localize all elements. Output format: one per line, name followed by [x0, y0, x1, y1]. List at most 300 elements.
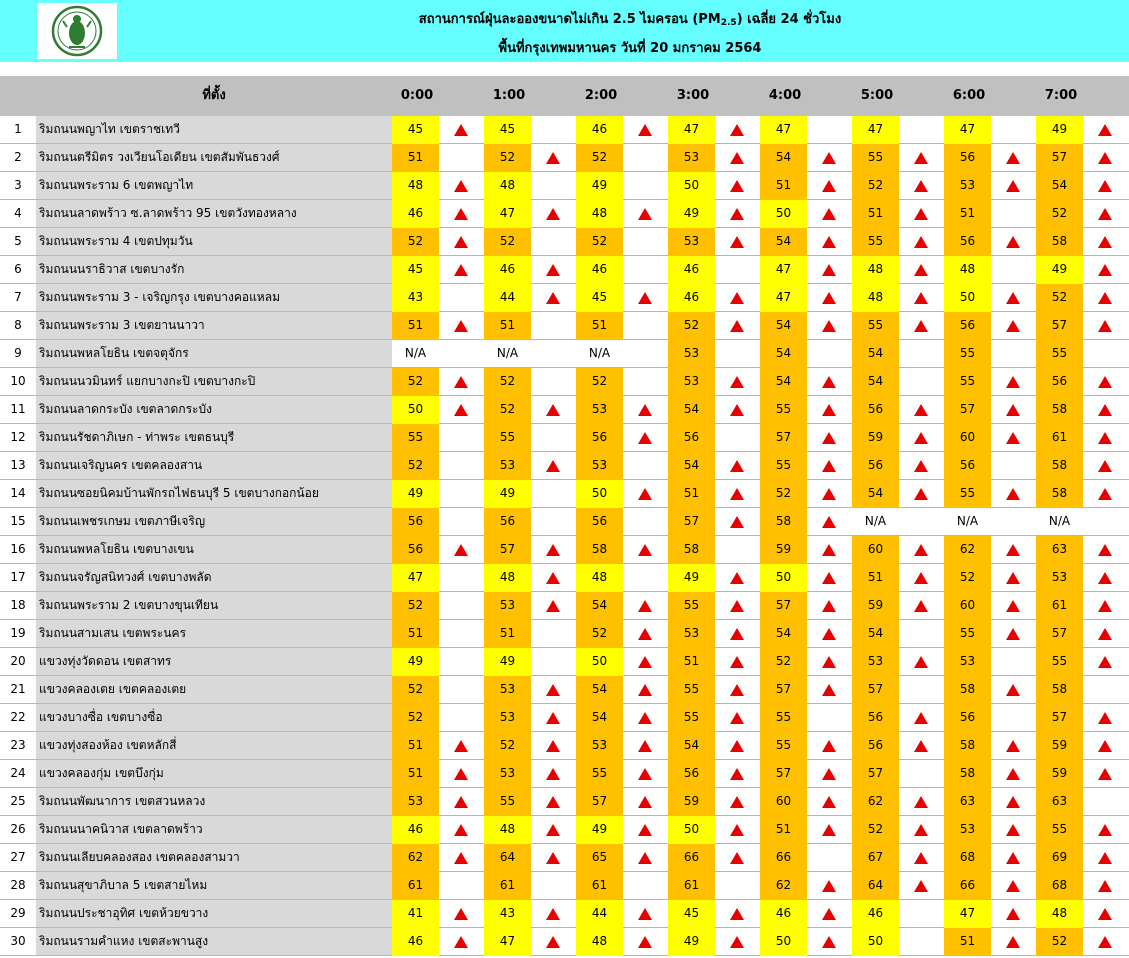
pm25-value-cell: 46	[576, 256, 623, 284]
pm25-value-cell: 54	[576, 676, 623, 704]
table-row	[0, 732, 1129, 760]
rising-arrow-icon	[638, 796, 652, 808]
rising-arrow-icon	[454, 376, 468, 388]
rising-arrow-icon	[822, 488, 836, 500]
pm25-value-cell: 59	[668, 788, 715, 816]
row-number: 21	[10, 682, 26, 696]
rising-arrow-icon	[822, 600, 836, 612]
location-cell: ริมถนนเพชรเกษม เขตภาษีเจริญ	[36, 508, 392, 535]
row-number: 15	[10, 514, 26, 528]
pm25-value-cell: 54	[760, 620, 807, 648]
rising-arrow-icon	[1098, 152, 1112, 164]
row-number: 26	[10, 822, 26, 836]
rising-arrow-icon	[1006, 824, 1020, 836]
rising-arrow-icon	[546, 152, 560, 164]
pm25-value-cell: 62	[944, 536, 991, 564]
pm25-value-cell: 58	[1036, 452, 1083, 480]
pm25-value-cell: 55	[760, 704, 807, 732]
pm25-value-cell: 57	[668, 508, 715, 536]
pm25-value-cell: 55	[576, 760, 623, 788]
rising-arrow-icon	[546, 544, 560, 556]
location-cell: ริมถนนลาดพร้าว ซ.ลาดพร้าว 95 เขตวังทองหลาง	[36, 200, 392, 227]
location-cell: ริมถนนตรีมิตร วงเวียนโอเดียน เขตสัมพันธวงศ์	[36, 144, 392, 171]
pm25-value-cell: 44	[576, 900, 623, 928]
rising-arrow-icon	[1006, 432, 1020, 444]
table-row	[0, 872, 1129, 900]
rising-arrow-icon	[454, 236, 468, 248]
pm25-value-cell: 64	[484, 844, 531, 872]
location-cell: แขวงคลองเตย เขตคลองเตย	[36, 676, 392, 703]
rising-arrow-icon	[454, 264, 468, 276]
pm25-value-cell: 57	[944, 396, 991, 424]
pm25-value-cell: 54	[852, 340, 899, 368]
pm25-value-cell: 48	[852, 284, 899, 312]
rising-arrow-icon	[1098, 292, 1112, 304]
location-cell: ริมถนนพระราม 6 เขตพญาไท	[36, 172, 392, 199]
row-number: 7	[14, 290, 22, 304]
pm25-value-cell: N/A	[864, 514, 887, 528]
table-row	[0, 900, 1129, 928]
row-number: 28	[10, 878, 26, 892]
pm25-value-cell: 55	[1036, 648, 1083, 676]
rising-arrow-icon	[822, 516, 836, 528]
row-number: 27	[10, 850, 26, 864]
rising-arrow-icon	[454, 936, 468, 948]
rising-arrow-icon	[914, 152, 928, 164]
pm25-value-cell: 58	[944, 676, 991, 704]
bangkok-seal-icon	[51, 5, 103, 57]
pm25-value-cell: 49	[1036, 116, 1083, 144]
pm25-value-cell: 45	[484, 116, 531, 144]
rising-arrow-icon	[914, 460, 928, 472]
pm25-value-cell: 47	[484, 200, 531, 228]
pm25-value-cell: 57	[760, 592, 807, 620]
pm25-value-cell: 50	[760, 200, 807, 228]
pm25-value-cell: 51	[576, 312, 623, 340]
pm25-value-cell: 46	[484, 256, 531, 284]
rising-arrow-icon	[822, 264, 836, 276]
rising-arrow-icon	[546, 768, 560, 780]
pm25-value-cell: 54	[760, 340, 807, 368]
page-title: สถานการณ์ฝุ่นละอองขนาดไม่เกิน 2.5 ไมครอน $(PM_{2.5})$ เฉลี่ย 24 ชั่วโมง	[418, 12, 842, 28]
location-cell: ริมถนนนาคนิวาส เขตลาดพร้าว	[36, 816, 392, 843]
table-row	[0, 760, 1129, 788]
rising-arrow-icon	[1006, 908, 1020, 920]
pm25-value-cell: 58	[1036, 228, 1083, 256]
pm25-value-cell: N/A	[588, 346, 611, 360]
location-cell: ริมถนนพญาไท เขตราชเทวี	[36, 116, 392, 143]
logo	[37, 3, 117, 59]
pm25-value-cell: 58	[668, 536, 715, 564]
table-row	[0, 592, 1129, 620]
rising-arrow-icon	[454, 124, 468, 136]
pm25-value-cell: 57	[576, 788, 623, 816]
rising-arrow-icon	[914, 600, 928, 612]
pm25-value-cell: 53	[576, 732, 623, 760]
pm25-value-cell: 50	[668, 816, 715, 844]
page-subtitle: พื้นที่กรุงเทพมหานคร วันที่ 20 มกราคม 2564	[498, 41, 762, 56]
pm25-value-cell: 55	[944, 368, 991, 396]
row-number: 5	[14, 234, 22, 248]
pm25-value-cell: 48	[484, 172, 531, 200]
row-number: 2	[14, 150, 22, 164]
rising-arrow-icon	[1098, 600, 1112, 612]
pm25-value-cell: 54	[760, 368, 807, 396]
location-cell: ริมถนนจรัญสนิทวงศ์ เขตบางพลัด	[36, 564, 392, 591]
row-number: 1	[14, 122, 22, 136]
rising-arrow-icon	[1098, 488, 1112, 500]
location-cell: ริมถนนรามคำแหง เขตสะพานสูง	[36, 928, 392, 955]
location-cell: ริมถนนสุขาภิบาล 5 เขตสายไหม	[36, 872, 392, 899]
pm25-value-cell: 53	[668, 340, 715, 368]
pm25-value-cell: 56	[668, 424, 715, 452]
pm25-value-cell: 53	[668, 228, 715, 256]
rising-arrow-icon	[1006, 740, 1020, 752]
location-cell: ริมถนนพัฒนาการ เขตสวนหลวง	[36, 788, 392, 815]
pm25-value-cell: 50	[576, 480, 623, 508]
rising-arrow-icon	[546, 908, 560, 920]
pm25-value-cell: 51	[392, 620, 439, 648]
rising-arrow-icon	[638, 432, 652, 444]
pm25-value-cell: 56	[392, 508, 439, 536]
pm25-value-cell: 53	[576, 396, 623, 424]
pm25-value-cell: 56	[944, 312, 991, 340]
rising-arrow-icon	[454, 208, 468, 220]
rising-arrow-icon	[546, 460, 560, 472]
rising-arrow-icon	[914, 264, 928, 276]
pm25-value-cell: 46	[392, 928, 439, 956]
rising-arrow-icon	[822, 628, 836, 640]
location-cell: ริมถนนพระราม 4 เขตปทุมวัน	[36, 228, 392, 255]
rising-arrow-icon	[638, 656, 652, 668]
pm25-value-cell: 61	[668, 872, 715, 900]
rising-arrow-icon	[1006, 796, 1020, 808]
pm25-value-cell: 52	[668, 312, 715, 340]
table-row	[0, 116, 1129, 144]
rising-arrow-icon	[454, 740, 468, 752]
pm25-value-cell: N/A	[404, 346, 427, 360]
rising-arrow-icon	[638, 768, 652, 780]
pm25-value-cell: 54	[668, 732, 715, 760]
row-number: 29	[10, 906, 26, 920]
pm25-value-cell: 52	[392, 676, 439, 704]
rising-arrow-icon	[546, 208, 560, 220]
pm25-value-cell: 55	[944, 480, 991, 508]
time-header: 6:00	[952, 88, 986, 103]
pm25-value-cell: 65	[576, 844, 623, 872]
pm25-value-cell: 50	[576, 648, 623, 676]
location-cell: แขวงทุ่งวัดดอน เขตสาทร	[36, 648, 392, 675]
rising-arrow-icon	[1006, 320, 1020, 332]
rising-arrow-icon	[1006, 236, 1020, 248]
rising-arrow-icon	[638, 488, 652, 500]
rising-arrow-icon	[638, 684, 652, 696]
pm25-value-cell: 57	[1036, 620, 1083, 648]
pm25-value-cell: 55	[668, 704, 715, 732]
pm25-value-cell: 53	[668, 368, 715, 396]
pm25-value-cell: 58	[576, 536, 623, 564]
location-cell: ริมถนนรัชดาภิเษก - ท่าพระ เขตธนบุรี	[36, 424, 392, 451]
rising-arrow-icon	[730, 852, 744, 864]
pm25-value-cell: 59	[760, 536, 807, 564]
rising-arrow-icon	[822, 460, 836, 472]
location-cell: ริมถนนเจริญนคร เขตคลองสาน	[36, 452, 392, 479]
rising-arrow-icon	[1006, 768, 1020, 780]
pm25-value-cell: 56	[392, 536, 439, 564]
pm25-value-cell: 51	[668, 480, 715, 508]
rising-arrow-icon	[730, 320, 744, 332]
pm25-value-cell: 54	[760, 228, 807, 256]
pm25-value-cell: 48	[576, 564, 623, 592]
pm25-value-cell: 48	[852, 256, 899, 284]
table-row	[0, 536, 1129, 564]
rising-arrow-icon	[1006, 936, 1020, 948]
rising-arrow-icon	[1006, 572, 1020, 584]
time-header: 5:00	[860, 88, 894, 103]
rising-arrow-icon	[546, 936, 560, 948]
pm25-value-cell: 52	[576, 368, 623, 396]
rising-arrow-icon	[1098, 180, 1112, 192]
rising-arrow-icon	[638, 628, 652, 640]
rising-arrow-icon	[638, 824, 652, 836]
rising-arrow-icon	[914, 712, 928, 724]
rising-arrow-icon	[730, 712, 744, 724]
rising-arrow-icon	[822, 432, 836, 444]
row-number: 12	[10, 430, 26, 444]
rising-arrow-icon	[638, 936, 652, 948]
rising-arrow-icon	[914, 292, 928, 304]
location-cell: ริมถนนสามเสน เขตพระนคร	[36, 620, 392, 647]
pm25-value-cell: 43	[484, 900, 531, 928]
rising-arrow-icon	[914, 740, 928, 752]
rising-arrow-icon	[1098, 460, 1112, 472]
table-row	[0, 480, 1129, 508]
rising-arrow-icon	[730, 908, 744, 920]
rising-arrow-icon	[822, 880, 836, 892]
pm25-value-cell: 55	[668, 592, 715, 620]
rising-arrow-icon	[1098, 572, 1112, 584]
pm25-value-cell: 48	[484, 816, 531, 844]
pm25-value-cell: N/A	[956, 514, 979, 528]
pm25-value-cell: 58	[1036, 676, 1083, 704]
rising-arrow-icon	[1006, 880, 1020, 892]
pm25-value-cell: 57	[852, 676, 899, 704]
rising-arrow-icon	[730, 516, 744, 528]
rising-arrow-icon	[1006, 852, 1020, 864]
table-row	[0, 424, 1129, 452]
pm25-value-cell: 47	[392, 564, 439, 592]
rising-arrow-icon	[1098, 432, 1112, 444]
table-row	[0, 452, 1129, 480]
pm25-value-cell: 56	[1036, 368, 1083, 396]
rising-arrow-icon	[822, 936, 836, 948]
rising-arrow-icon	[1098, 124, 1112, 136]
rising-arrow-icon	[822, 908, 836, 920]
rising-arrow-icon	[546, 740, 560, 752]
pm25-value-cell: 54	[760, 144, 807, 172]
rising-arrow-icon	[822, 572, 836, 584]
rising-arrow-icon	[822, 180, 836, 192]
rising-arrow-icon	[1006, 376, 1020, 388]
table-header	[0, 76, 1129, 116]
rising-arrow-icon	[1098, 628, 1112, 640]
row-number: 3	[14, 178, 22, 192]
pm25-value-cell: 45	[392, 116, 439, 144]
rising-arrow-icon	[1098, 544, 1112, 556]
rising-arrow-icon	[822, 236, 836, 248]
row-number: 22	[10, 710, 26, 724]
pm25-value-cell: 58	[760, 508, 807, 536]
rising-arrow-icon	[914, 432, 928, 444]
pm25-value-cell: 45	[668, 900, 715, 928]
pm25-value-cell: 47	[852, 116, 899, 144]
pm25-value-cell: 44	[484, 284, 531, 312]
pm25-value-cell: 69	[1036, 844, 1083, 872]
pm25-value-cell: 51	[944, 928, 991, 956]
pm25-value-cell: 63	[1036, 536, 1083, 564]
rising-arrow-icon	[914, 656, 928, 668]
rising-arrow-icon	[1006, 404, 1020, 416]
rising-arrow-icon	[1006, 600, 1020, 612]
pm25-value-cell: 56	[852, 452, 899, 480]
pm25-value-cell: 62	[760, 872, 807, 900]
pm25-value-cell: 52	[484, 368, 531, 396]
location-cell: ริมถนนซอยนิคมบ้านพักรถไฟธนบุรี 5 เขตบางกอกน้อย	[36, 480, 392, 507]
pm25-value-cell: 61	[576, 872, 623, 900]
pm25-value-cell: 52	[576, 620, 623, 648]
pm25-value-cell: 48	[484, 564, 531, 592]
rising-arrow-icon	[1098, 852, 1112, 864]
rising-arrow-icon	[822, 320, 836, 332]
rising-arrow-icon	[914, 544, 928, 556]
rising-arrow-icon	[730, 740, 744, 752]
table-row	[0, 228, 1129, 256]
pm25-value-cell: 51	[392, 732, 439, 760]
pm25-value-cell: 57	[760, 760, 807, 788]
pm25-value-cell: 60	[760, 788, 807, 816]
rising-arrow-icon	[914, 572, 928, 584]
rising-arrow-icon	[454, 544, 468, 556]
pm25-value-cell: 46	[392, 200, 439, 228]
row-number: 4	[14, 206, 22, 220]
pm25-value-cell: 56	[576, 508, 623, 536]
location-cell: ริมถนนพหลโยธิน เขตบางเขน	[36, 536, 392, 563]
pm25-value-cell: 55	[852, 312, 899, 340]
rising-arrow-icon	[914, 208, 928, 220]
row-number: 20	[10, 654, 26, 668]
pm25-value-cell: 50	[668, 172, 715, 200]
table-row	[0, 368, 1129, 396]
pm25-value-cell: 58	[1036, 480, 1083, 508]
rising-arrow-icon	[822, 796, 836, 808]
pm25-value-cell: 56	[852, 732, 899, 760]
pm25-value-cell: 46	[668, 284, 715, 312]
rising-arrow-icon	[638, 600, 652, 612]
row-number: 19	[10, 626, 26, 640]
pm25-value-cell: 55	[760, 396, 807, 424]
pm25-value-cell: 47	[760, 116, 807, 144]
rising-arrow-icon	[822, 656, 836, 668]
rising-arrow-icon	[1098, 824, 1112, 836]
pm25-value-cell: 47	[668, 116, 715, 144]
pm25-value-cell: 48	[576, 928, 623, 956]
pm25-value-cell: 63	[1036, 788, 1083, 816]
rising-arrow-icon	[730, 460, 744, 472]
pm25-value-cell: 53	[944, 172, 991, 200]
pm25-value-cell: 54	[852, 368, 899, 396]
location-cell: ริมถนนพหลโยธิน เขตจตุจักร	[36, 340, 392, 367]
pm25-value-cell: 53	[944, 816, 991, 844]
pm25-value-cell: N/A	[496, 346, 519, 360]
pm25-value-cell: 56	[944, 452, 991, 480]
rising-arrow-icon	[546, 712, 560, 724]
pm25-value-cell: 46	[392, 816, 439, 844]
location-cell: ริมถนนเลียบคลองสอง เขตคลองสามวา	[36, 844, 392, 871]
pm25-value-cell: 50	[392, 396, 439, 424]
pm25-value-cell: 56	[852, 704, 899, 732]
pm25-value-cell: 45	[576, 284, 623, 312]
row-number: 17	[10, 570, 26, 584]
rising-arrow-icon	[546, 572, 560, 584]
row-number: 30	[10, 934, 26, 948]
row-number: 6	[14, 262, 22, 276]
pm25-value-cell: 55	[852, 228, 899, 256]
rising-arrow-icon	[822, 544, 836, 556]
pm25-value-cell: 55	[668, 676, 715, 704]
pm25-value-cell: 46	[760, 900, 807, 928]
table-row	[0, 816, 1129, 844]
rising-arrow-icon	[1098, 936, 1112, 948]
pm25-value-cell: 59	[852, 592, 899, 620]
rising-arrow-icon	[546, 404, 560, 416]
rising-arrow-icon	[730, 768, 744, 780]
pm25-value-cell: 56	[944, 704, 991, 732]
rising-arrow-icon	[1006, 628, 1020, 640]
pm25-value-cell: 51	[760, 172, 807, 200]
rising-arrow-icon	[822, 152, 836, 164]
rising-arrow-icon	[638, 712, 652, 724]
location-cell: แขวงคลองกุ่ม เขตบึงกุ่ม	[36, 760, 392, 787]
pm25-value-cell: 52	[760, 480, 807, 508]
pm25-value-cell: 46	[576, 116, 623, 144]
rising-arrow-icon	[1098, 880, 1112, 892]
row-number: 24	[10, 766, 26, 780]
table-row	[0, 396, 1129, 424]
location-cell: แขวงทุ่งสองห้อง เขตหลักสี่	[36, 732, 392, 759]
pm25-value-cell: 53	[944, 648, 991, 676]
pm25-value-cell: 59	[1036, 732, 1083, 760]
pm25-value-cell: 55	[1036, 340, 1083, 368]
table-row	[0, 928, 1129, 956]
location-header: ที่ตั้ง	[202, 88, 226, 103]
location-cell: ริมถนนพระราม 3 เขตยานนาวา	[36, 312, 392, 339]
row-number: 9	[14, 346, 22, 360]
pm25-value-cell: 51	[944, 200, 991, 228]
location-cell: ริมถนนพระราม 2 เขตบางขุนเทียน	[36, 592, 392, 619]
pm25-value-cell: 49	[484, 480, 531, 508]
rising-arrow-icon	[1098, 740, 1112, 752]
title-banner	[0, 0, 1129, 62]
pm25-value-cell: 50	[760, 928, 807, 956]
rising-arrow-icon	[730, 292, 744, 304]
rising-arrow-icon	[914, 180, 928, 192]
pm25-value-cell: 51	[392, 312, 439, 340]
rising-arrow-icon	[546, 852, 560, 864]
time-header: 4:00	[768, 88, 802, 103]
rising-arrow-icon	[1006, 180, 1020, 192]
rising-arrow-icon	[546, 264, 560, 276]
pm25-value-cell: 60	[944, 424, 991, 452]
